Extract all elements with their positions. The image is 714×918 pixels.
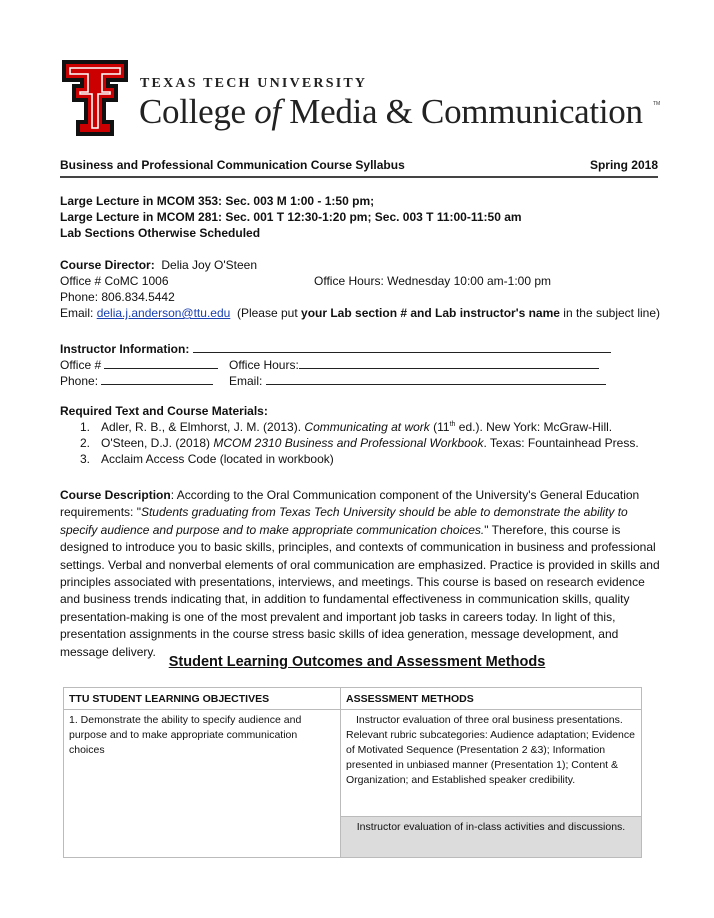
director-office-hours: Office Hours: Wednesday 10:00 am-1:00 pm <box>314 274 552 288</box>
instructor-office-field: Office # <box>60 357 218 372</box>
lab-sections-line: Lab Sections Otherwise Scheduled <box>60 226 261 240</box>
instructor-email-field: Email: <box>229 373 606 388</box>
lecture-line-2: Large Lecture in MCOM 281: Sec. 001 T 12:30-1:20 pm; Sec. 003 T 11:00-11:50 am <box>60 210 522 224</box>
director-email-link[interactable]: delia.j.anderson@ttu.edu <box>96 306 231 320</box>
material-item: 3. Acclaim Access Code (located in workbook) <box>80 452 334 466</box>
header-divider <box>60 176 658 178</box>
semester: Spring 2018 <box>589 158 658 172</box>
material-item: 1. Adler, R. B., & Elmhorst, J. M. (2013). Communicating at work (11th ed.). New York: McGraw-Hill. <box>80 420 613 434</box>
trademark-mark: TM <box>653 101 661 107</box>
syllabus-title: Business and Professional Communication Course Syllabus <box>60 158 405 172</box>
director-office: Office # CoMC 1006 <box>60 274 169 288</box>
slo-table <box>63 687 642 858</box>
assessment-header: ASSESSMENT METHODS <box>341 688 642 710</box>
objectives-header: TTU STUDENT LEARNING OBJECTIVES <box>64 688 341 710</box>
ttu-double-t-logo <box>60 58 130 138</box>
director-email-line: Email: delia.j.anderson@ttu.edu (Please put your Lab section # and Lab instructor's name in the subject line) <box>60 306 661 320</box>
college-name: College of Media & Communication <box>139 92 643 131</box>
materials-heading: Required Text and Course Materials: <box>60 404 268 418</box>
table-row <box>64 710 642 817</box>
lecture-line-1: Large Lecture in MCOM 353: Sec. 003 M 1:00 - 1:50 pm; <box>60 194 375 208</box>
material-item: 2. O'Steen, D.J. (2018) MCOM 2310 Business and Professional Workbook. Texas: Fountainhead Press. <box>80 436 639 450</box>
instructor-info: Instructor Information: <box>60 341 611 356</box>
instructor-phone-field: Phone: <box>60 373 213 388</box>
objective-cell: 1. Demonstrate the ability to specify audience and purpose and to make appropriate communication choices <box>64 710 341 858</box>
director-phone: Phone: 806.834.5442 <box>60 290 175 304</box>
assessment-cell-shaded: Instructor evaluation of in-class activities and discussions. <box>341 817 642 858</box>
slo-heading: Student Learning Outcomes and Assessment Methods <box>168 654 546 670</box>
university-name: TEXAS TECH UNIVERSITY <box>140 76 368 91</box>
table-header-row <box>64 688 642 710</box>
course-description: Course Description: According to the Oral Communication component of the University's General Education requirements: "Students graduating from Texas Tech University should be able to demonstrate the ability to specify audience and purpose and to make appropriate communication choices." Therefore, this course is designed to introduce you to basic skills, principles, and contexts of communication in business and professional settings. Verbal and nonverbal elements of oral communication are emphasized. Practice is provided in skills and principles associated with presentations, interviews, and meetings. This course is based on research evidence and business trends indicating that, in addition to fundamental effectiveness in communication skills, quality presentation-making is one of the most prevalent and important job tasks in careers today. In light of this, presentation assignments in the course stress basic skills of idea generation, message development, and message delivery. <box>60 488 660 659</box>
course-director: Course Director: Delia Joy O'Steen <box>60 258 258 272</box>
instructor-office-hours-field: Office Hours: <box>229 357 599 372</box>
assessment-cell: Instructor evaluation of three oral business presentations. Relevant rubric subcategories: Audience adaptation; Evidence of Motivated Sequence (Presentation 2 &3); Information presented in unbiased manner (Presentation 1); Content & Organization; and Established speaker credibility. <box>341 710 642 817</box>
